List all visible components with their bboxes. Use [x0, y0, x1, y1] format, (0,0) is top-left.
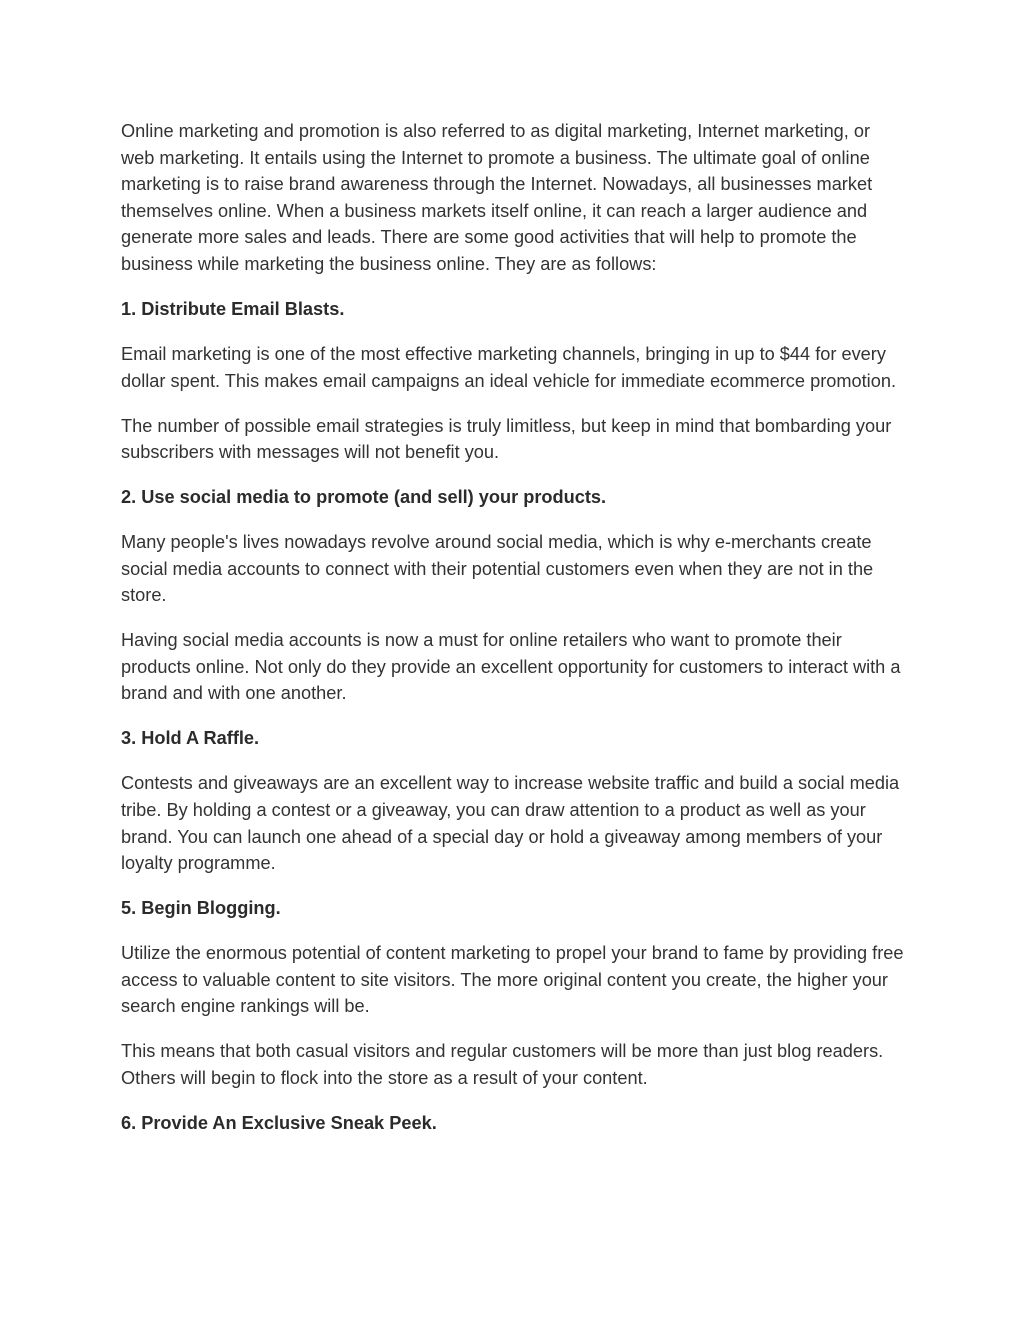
section-heading-social-media: 2. Use social media to promote (and sell) your products. [121, 487, 607, 508]
social-paragraph-1: Many people's lives nowadays revolve around social media, which is why e-merchants create social media accounts to connect with their potential customers even when they are not in the store. [121, 532, 874, 606]
email-paragraph-1: Email marketing is one of the most effective marketing channels, bringing in up to $44 for every dollar spent. This makes email campaigns an ideal vehicle for immediate ecommerce promotion. [121, 343, 897, 391]
email-paragraph-2: The number of possible email strategies is truly limitless, but keep in mind that bombarding your subscribers with messages will not benefit you. [121, 415, 892, 463]
blogging-paragraph-2: This means that both casual visitors and regular customers will be more than just blog readers. Others will begin to flock into the store as a result of your content. [121, 1041, 884, 1088]
raffle-paragraph-1: Contests and giveaways are an excellent way to increase website traffic and build a social media tribe. By holding a contest or a giveaway, you can draw attention to a product as well as your brand. You can launch one ahead of a special day or hold a giveaway among members of your loyalty programme. [121, 773, 900, 874]
social-paragraph-2: Having social media accounts is now a must for online retailers who want to promote their products online. Not only do they provide an excellent opportunity for customers to interact with a brand and with one another. [121, 630, 901, 704]
intro-paragraph: Online marketing and promotion is also referred to as digital marketing, Internet marketing, or web marketing. It entails using the Internet to promote a business. The ultimate goal of online marketing is to raise brand awareness through the Internet. Nowadays, all businesses market themselves online. When a business markets itself online, it can reach a larger audience and generate more sales and leads. There are some good activities that will help to promote the business while marketing the business online. They are as follows: [121, 121, 873, 274]
blogging-paragraph-1: Utilize the enormous potential of content marketing to propel your brand to fame by providing free access to valuable content to site visitors. The more original content you create, the higher your search engine rankings will be. [121, 943, 904, 1017]
section-heading-blogging: 5. Begin Blogging. [121, 898, 281, 919]
section-heading-raffle: 3. Hold A Raffle. [121, 728, 260, 749]
document-body [121, 118, 907, 1155]
section-heading-sneak-peek: 6. Provide An Exclusive Sneak Peek. [121, 1112, 437, 1133]
section-heading-email-blasts: 1. Distribute Email Blasts. [121, 298, 345, 319]
